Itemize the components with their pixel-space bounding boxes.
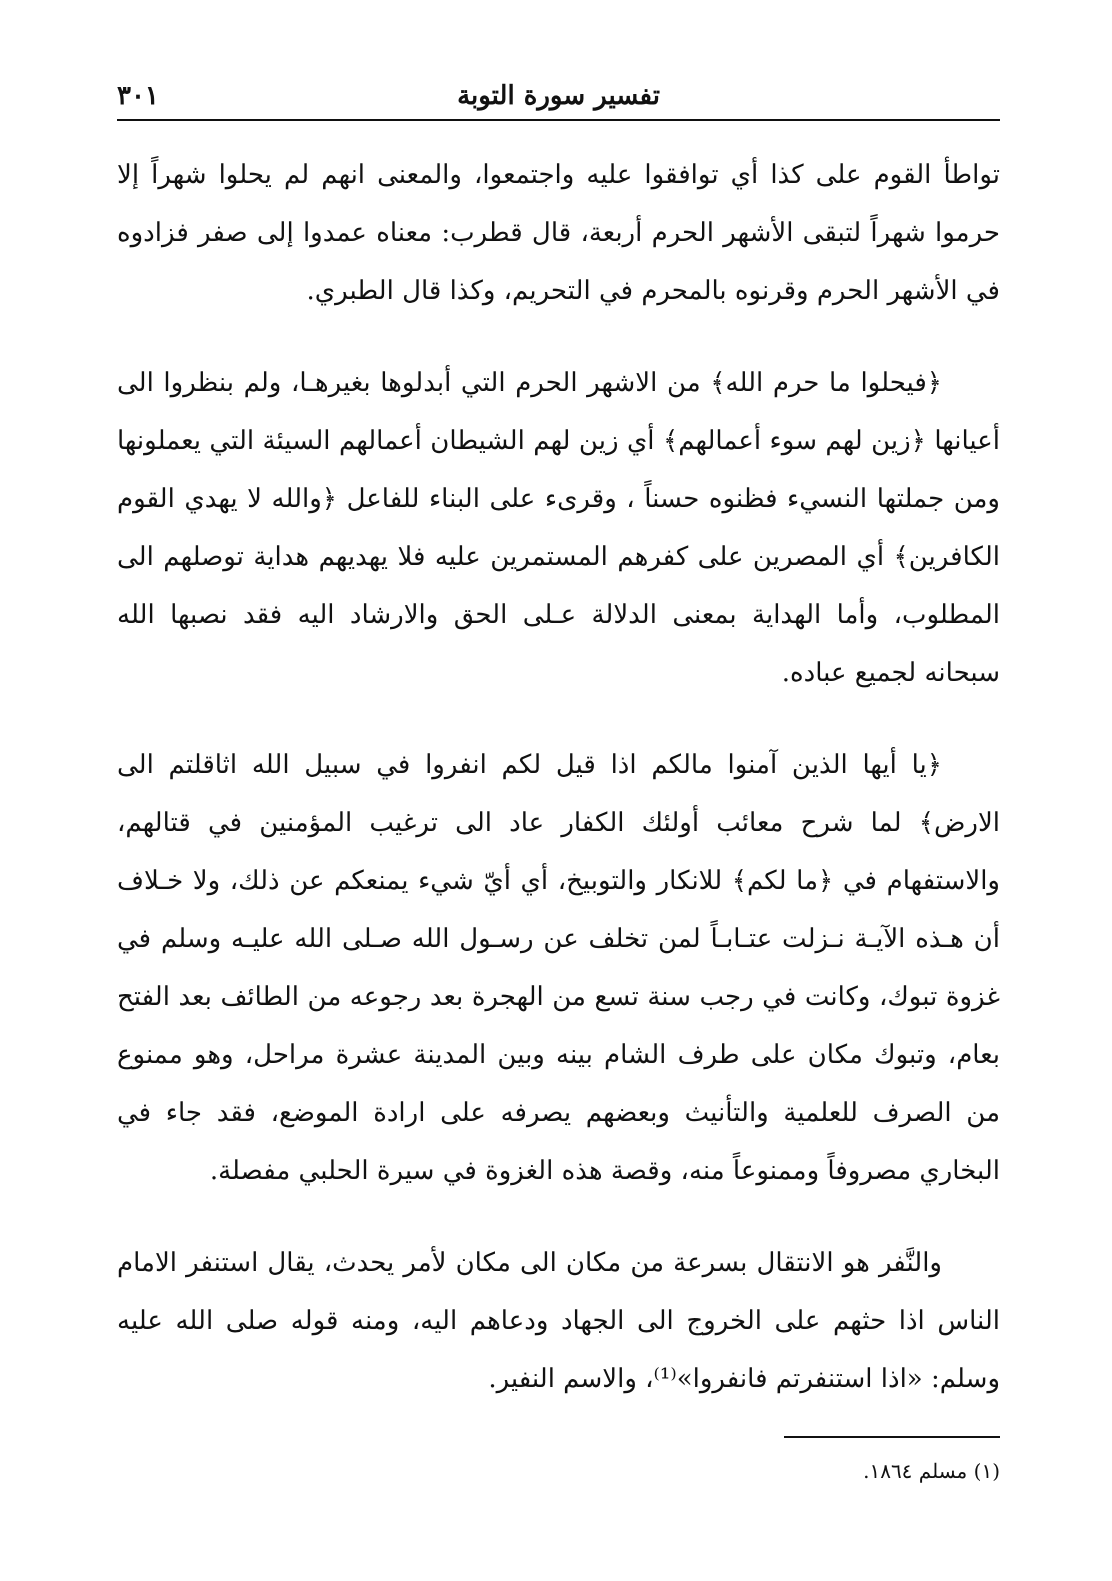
footnote-divider — [784, 1436, 1000, 1438]
running-header — [117, 78, 1000, 118]
page-number: ٣٠١ — [117, 81, 159, 111]
paragraph: ﴿فيحلوا ما حرم الله﴾ من الاشهر الحرم التي أبدلوها بغيرهـا، ولم بنظروا الى أعيانها ﴿زين لهم سوء أعمالهم﴾ أي زين لهم الشيطان أعمالهم السيئة التي يعملونها ومن جملتها النسيء فظنوه حسناً ، وقرىء على البناء للفاعل ﴿والله لا يهدي القوم الكافرين﴾ أي المصرين على كفرهم المستمرين عليه فلا يهديهم هداية توصلهم الى المطلوب، وأما الهداية بمعنى الدلالة عـلى الحق والارشاد اليه فقد نصبها الله سبحانه لجميع عباده. — [117, 368, 1000, 688]
paragraph-gap — [117, 1200, 1000, 1234]
paragraph: تواطأ القوم على كذا أي توافقوا عليه واجتمعوا، والمعنى انهم لم يحلوا شهراً إلا حرموا شهراً لتبقى الأشهر الحرم أربعة، قال قطرب: معناه عمدوا إلى صفر فزادوه في الأشهر الحرم وقرنوه بالمحرم في التحريم، وكذا قال الطبري. — [117, 160, 1000, 306]
body-text — [117, 146, 1000, 1408]
page-title: تفسير سورة التوبة — [457, 81, 660, 111]
paragraph: والنَّفر هو الانتقال بسرعة من مكان الى مكان لأمر يحدث، يقال استنفر الامام الناس اذا حثهم على الخروج الى الجهاد ودعاهم اليه، ومنه قوله صلى الله عليه وسلم: «اذا استنفرتم فانفروا»⁽¹⁾، والاسم النفير. — [117, 1248, 1000, 1394]
paragraph-gap — [117, 702, 1000, 736]
paragraph: ﴿يا أيها الذين آمنوا مالكم اذا قيل لكم انفروا في سبيل الله اثاقلتم الى الارض﴾ لما شرح معائب أولئك الكفار عاد الى ترغيب المؤمنين في قتالهم، والاستفهام في ﴿ما لكم﴾ للانكار والتوبيخ، أي أيّ شيء يمنعكم عن ذلك، ولا خـلاف أن هـذه الآيـة نـزلت عتـابـاً لمن تخلف عن رسـول الله صـلى الله عليـه وسلم في غزوة تبوك، وكانت في رجب سنة تسع من الهجرة بعد رجوعه من الطائف بعد الفتح بعام، وتبوك مكان على طرف الشام بينه وبين المدينة عشرة مراحل، وهو ممنوع من الصرف للعلمية والتأنيث وبعضهم يصرفه على ارادة الموضع، فقد جاء في البخاري مصروفاً وممنوعاً منه، وقصة هذه الغزوة في سيرة الحلبي مفصلة. — [117, 750, 1000, 1186]
header-divider — [117, 119, 1000, 121]
paragraph-gap — [117, 320, 1000, 354]
footnote: (١) مسلم ١٨٦٤. — [863, 1459, 1000, 1483]
